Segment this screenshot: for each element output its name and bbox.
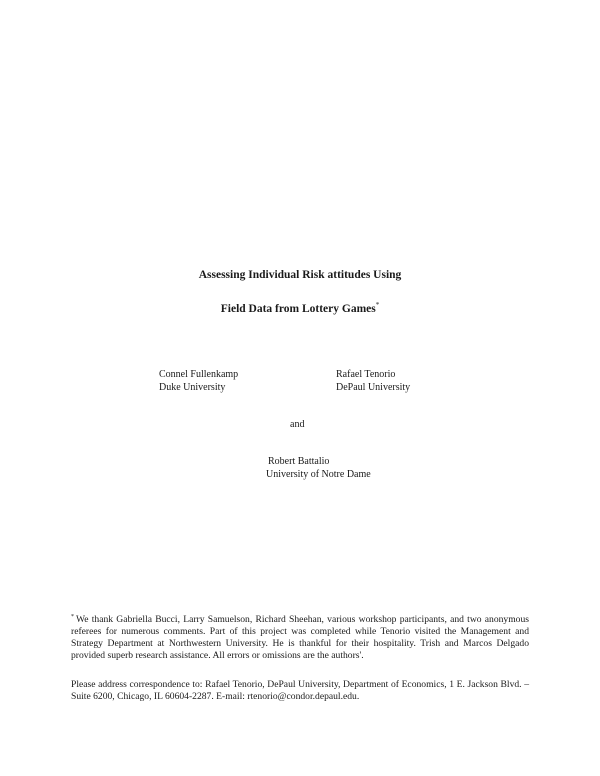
paper-title-line-2 [0, 302, 600, 316]
author-name: Robert Battalio [268, 456, 330, 467]
correspondence-note [71, 679, 529, 703]
footnote-text: We thank Gabriella Bucci, Larry Samuelson, Richard Sheehan, various workshop participants, and two anonymous referees for numerous comments. Part of this project was completed while Tenorio visited the Management and Strategy Department at Northwestern University. He is thankful for their hospitality. Trish and Marcos Delgado provided superb research assistance. All errors or omissions are the authors'. [71, 614, 529, 661]
author-affiliation: University of Notre Dame [266, 468, 371, 480]
author-affiliation: DePaul University [336, 381, 411, 393]
acknowledgement-footnote [71, 614, 529, 662]
author-conjunction: and [290, 419, 305, 430]
author-name: Connel Fullenkamp [159, 369, 239, 380]
author-affiliation: Duke University [159, 381, 226, 393]
footnote-marker: * [71, 613, 74, 620]
author-name: Rafael Tenorio [336, 369, 396, 380]
author-block-fullenkamp [159, 369, 238, 394]
paper-title-line-2-text: Field Data from Lottery Games [220, 303, 376, 315]
paper-title-line-1-text: Assessing Individual Risk attitudes Using [198, 269, 402, 281]
author-block-battalio [268, 456, 371, 481]
paper-title-line-1 [0, 268, 600, 282]
title-footnote-marker: * [375, 301, 380, 310]
correspondence-text: Please address correspondence to: Rafael Tenorio, DePaul University, Department of Economics, 1 E. Jackson Blvd. – Suite 6200, Chicago, IL 60604-2287. E-mail: rtenorio@condor.depaul.edu. [71, 679, 529, 702]
author-block-tenorio [336, 369, 410, 394]
